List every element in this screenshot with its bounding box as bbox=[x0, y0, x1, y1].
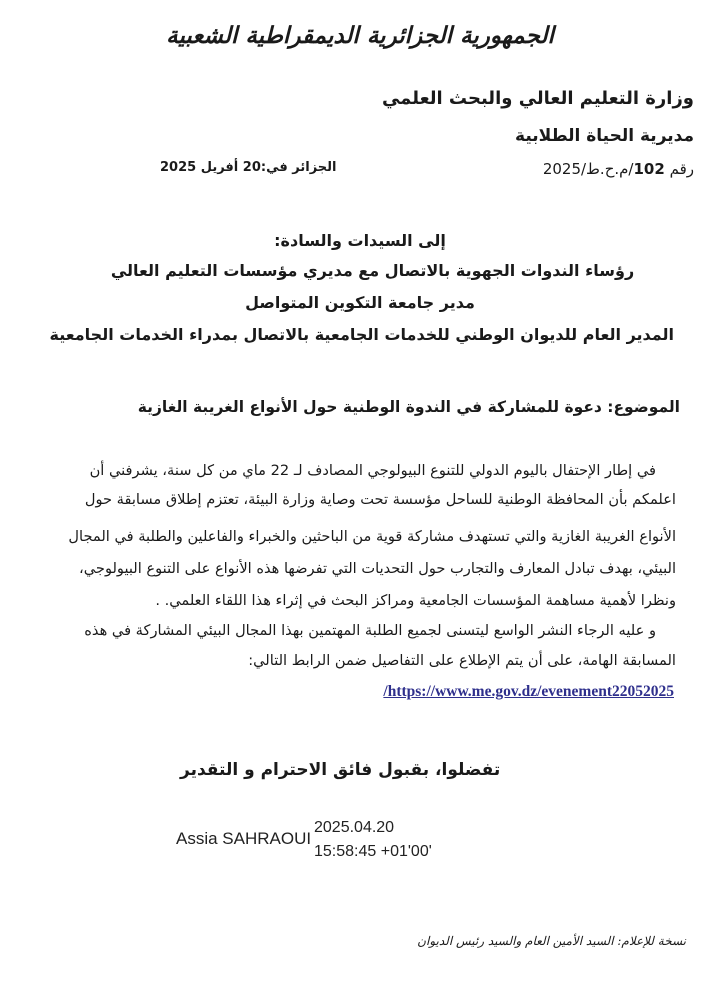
body-line: اعلمكم بأن المحافظة الوطنية للساحل مؤسسة تحت وصاية وزارة البيئة، تعتزم إطلاق مسابقة حول bbox=[84, 491, 676, 508]
body-line: و عليه الرجاء النشر الواسع ليتسنى لجميع الطلبة المهتمين بهذا المجال البيئي المشاركة في هذه bbox=[84, 622, 656, 639]
reference-prefix: رقم bbox=[669, 160, 694, 178]
signer-name: Assia SAHRAOUI bbox=[176, 829, 312, 848]
body-line: في إطار الإحتفال باليوم الدولي للتنوع البيولوجي المصادف لـ 22 ماي من كل سنة، يشرفني أن bbox=[89, 462, 656, 479]
event-link[interactable]: /https://www.me.gov.dz/evenement22052025 bbox=[383, 683, 674, 700]
recipient: مدير جامعة التكوين المتواصل bbox=[245, 293, 475, 312]
reference-suffix: /م.ح.ط/2025 bbox=[542, 160, 634, 178]
ministry-name: وزارة التعليم العالي والبحث العلمي bbox=[381, 88, 694, 109]
copy-note: نسخة للإعلام: السيد الأمين العام والسيد رئيس الديوان bbox=[417, 934, 686, 948]
reference-number bbox=[543, 160, 694, 178]
body-line: المسابقة الهامة، على أن يتم الإطلاع على التفاصيل ضمن الرابط التالي: bbox=[248, 652, 676, 669]
body-line: ونظرا لأهمية مساهمة المؤسسات الجامعية ومراكز البحث في إثراء هذا اللقاء العلمي. . bbox=[155, 592, 676, 609]
subject-line: الموضوع: دعوة للمشاركة في الندوة الوطنية حول الأنواع الغريبة الغازية bbox=[137, 398, 680, 416]
signature-time: 15:58:45 +01'00' bbox=[314, 843, 432, 860]
body-line: البيئي، بهدف تبادل المعارف والتجارب حول التحديات التي تفرضها هذه الأنواع على التنوع البيولوجي، bbox=[79, 560, 676, 577]
body-line: الأنواع الغريبة الغازية والتي تستهدف مشاركة قوية من الباحثين والخبراء والفاعلين والطلبة في المجال bbox=[68, 528, 676, 545]
reference-number-value: 102 bbox=[633, 160, 665, 178]
republic-heading: الجمهورية الجزائرية الديمقراطية الشعبية bbox=[166, 22, 554, 49]
salutation: إلى السيدات والسادة: bbox=[274, 231, 446, 250]
recipient: المدير العام للديوان الوطني للخدمات الجامعية بالاتصال بمدراء الخدمات الجامعية bbox=[49, 325, 674, 344]
directorate-name: مديرية الحياة الطلابية bbox=[515, 126, 694, 146]
signature-timestamp bbox=[314, 816, 432, 864]
place-date: الجزائر في:20 أفريل 2025 bbox=[160, 160, 337, 175]
closing-formula: تفضلوا، بقبول فائق الاحترام و التقدير bbox=[180, 760, 501, 780]
signature-date: 2025.04.20 bbox=[314, 819, 395, 836]
recipient: رؤساء الندوات الجهوية بالاتصال مع مديري مؤسسات التعليم العالي bbox=[110, 261, 635, 280]
